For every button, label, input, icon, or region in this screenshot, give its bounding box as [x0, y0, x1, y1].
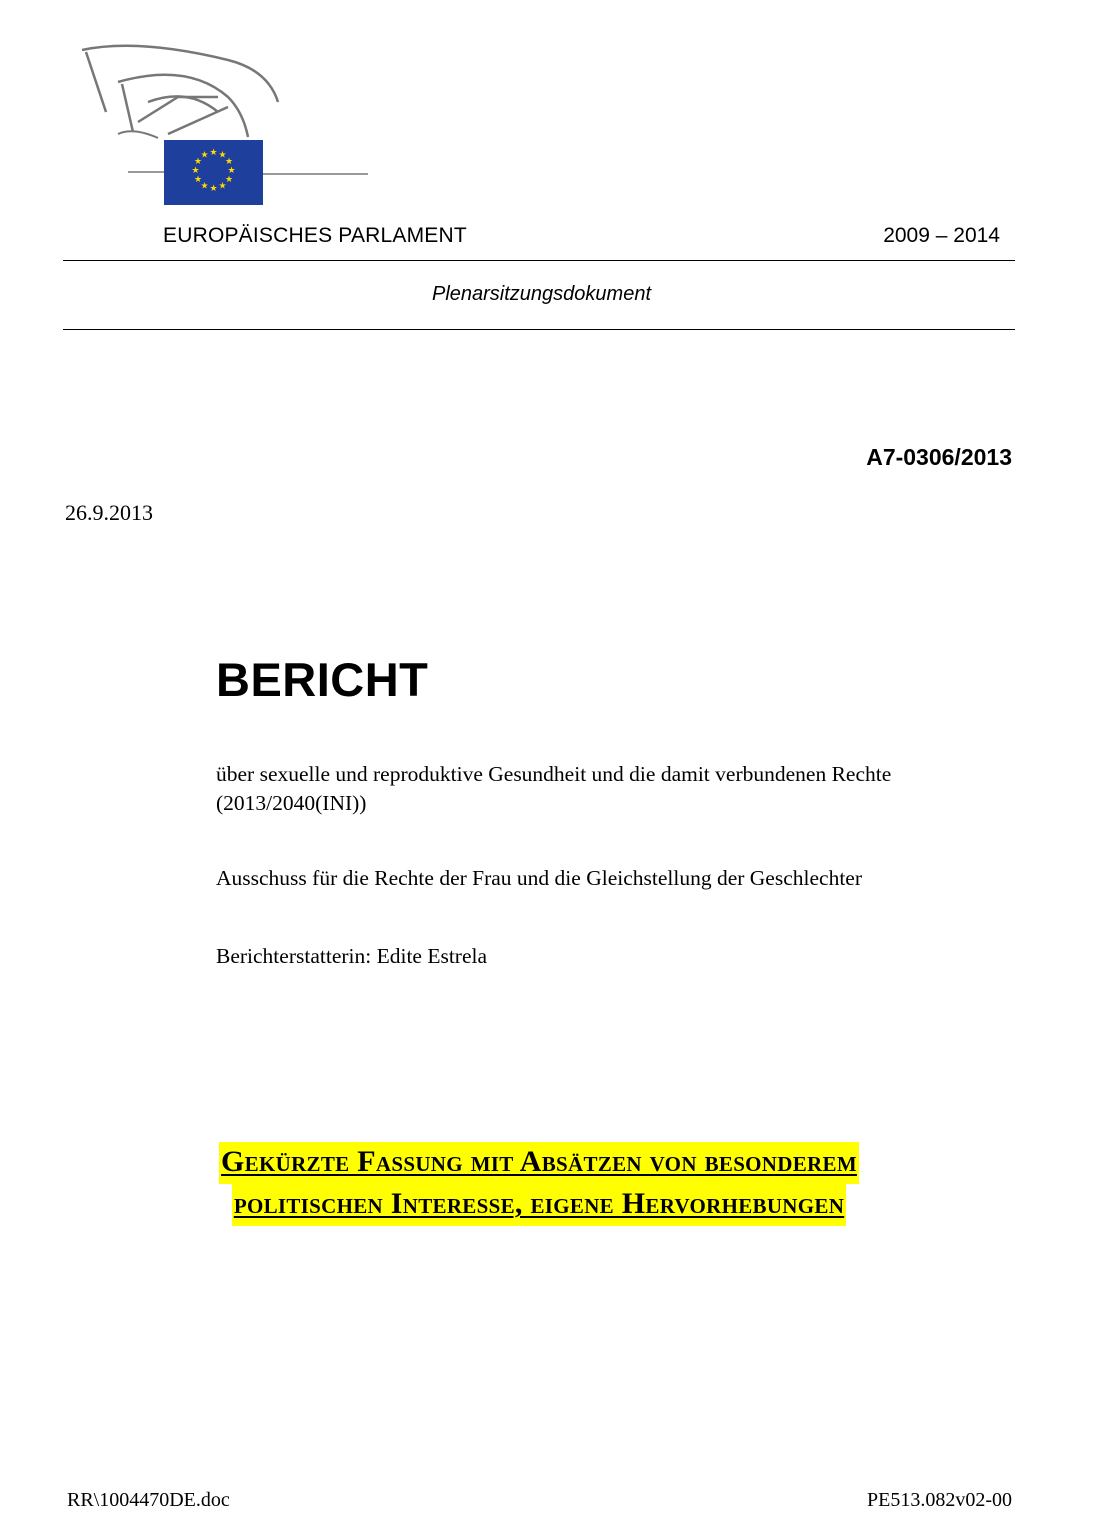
svg-text:★: ★ [227, 166, 236, 176]
footer-file-reference: RR\1004470DE.doc [67, 1489, 230, 1511]
svg-text:★: ★ [224, 157, 234, 167]
committee-name: Ausschuss für die Rechte der Frau und die Gleichstellung der Geschlechter [216, 866, 862, 890]
report-title: BERICHT [216, 653, 429, 706]
notice-line-1: Gekürzte Fassung mit Absätzen von besonderem [219, 1142, 859, 1184]
report-subject-line: über sexuelle und reproduktive Gesundheit und die damit verbundenen Rechte [216, 762, 892, 786]
procedure-reference: (2013/2040(INI)) [216, 791, 367, 815]
document-number: A7-0306/2013 [866, 444, 1012, 470]
abridged-version-notice [0, 1142, 1078, 1226]
rapporteur: Berichterstatterin: Edite Estrela [216, 944, 488, 968]
svg-text:★: ★ [191, 166, 200, 176]
footer-pe-reference: PE513.082v02-00 [867, 1489, 1012, 1511]
header-divider-top [63, 260, 1015, 261]
european-parliament-logo-icon [78, 42, 378, 212]
svg-text:★: ★ [200, 150, 209, 161]
svg-text:★: ★ [209, 148, 218, 158]
svg-text:★: ★ [218, 181, 227, 192]
svg-text:★: ★ [193, 175, 203, 185]
document-date: 26.9.2013 [65, 500, 153, 525]
parliamentary-term: 2009 – 2014 [883, 224, 1000, 247]
report-subject [216, 760, 1016, 818]
notice-line-2: politischen Interesse, eigene Hervorhebungen [232, 1184, 846, 1226]
header-divider-bottom [63, 329, 1015, 330]
svg-text:★: ★ [193, 157, 203, 167]
svg-text:★: ★ [224, 175, 234, 185]
document-type: Plenarsitzungsdokument [431, 283, 651, 305]
svg-text:★: ★ [209, 184, 218, 194]
svg-text:★: ★ [200, 181, 209, 192]
svg-text:★: ★ [218, 150, 227, 161]
organization-name: EUROPÄISCHES PARLAMENT [163, 224, 467, 247]
